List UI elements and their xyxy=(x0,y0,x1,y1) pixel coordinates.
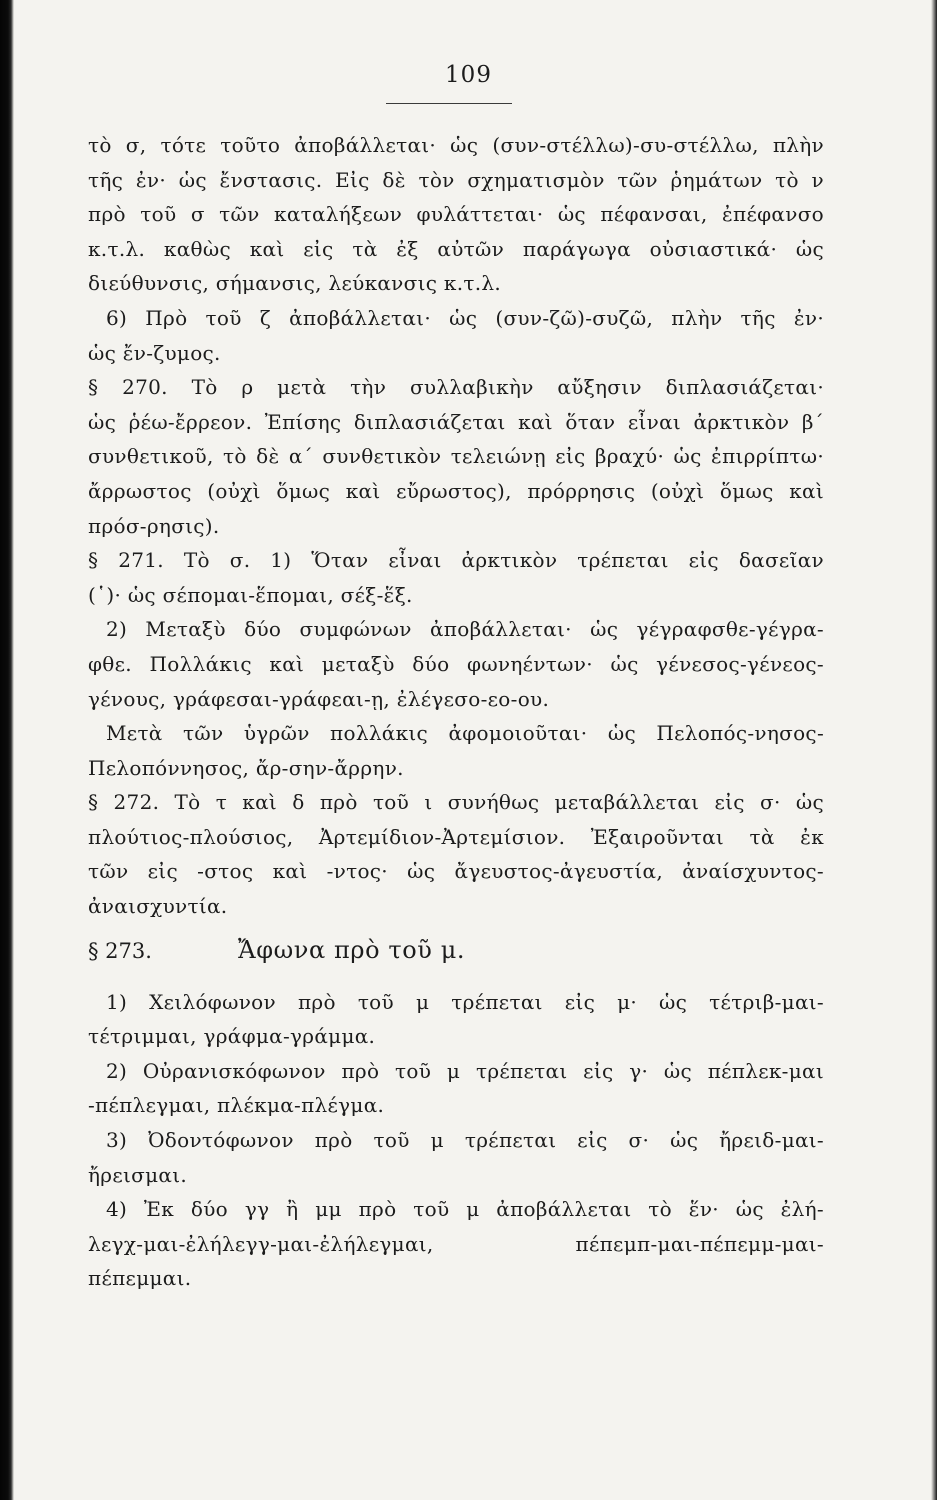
text-line: ὡς ἔν-ζυμος. xyxy=(88,340,221,365)
page-number: 109 xyxy=(445,62,492,88)
rule-3-line: 3) Ὀδοντόφωνον πρὸ τοῦ μ τρέπεται εἰς σ· ὡς ἤρειδ-μαι- xyxy=(106,1128,824,1153)
section-number: § 273. xyxy=(88,938,152,963)
text-line: 2) Μεταξὺ δύο συμφώνων ἀποβάλλεται· ὡς γέγραφσθε-γέγρα- xyxy=(106,617,824,642)
rule-4-line: 4) Ἐκ δύο γγ ἢ μμ πρὸ τοῦ μ ἀποβάλλεται τὸ ἕν· ὡς ἐλή- xyxy=(106,1197,824,1222)
text-line: Πελοπόννησος, ἄρ-σην-ἄρρην. xyxy=(88,755,404,780)
text-line: φθε. Πολλάκις καὶ μεταξὺ δύο φωνηέντων· ὡς γένεσος-γένεος- xyxy=(88,651,824,676)
page-body xyxy=(88,128,824,1296)
rule-2-line: 2) Οὐρανισκόφωνον πρὸ τοῦ μ τρέπεται εἰς γ· ὡς πέπλεκ-μαι xyxy=(106,1058,824,1083)
text-line: συνθετικοῦ, τὸ δὲ α΄ συνθετικὸν τελειώνῃ εἰς βραχύ· ὡς ἐπιρρίπτω· xyxy=(88,444,824,469)
text-line: Μετὰ τῶν ὑγρῶν πολλάκις ἀφομοιοῦται· ὡς Πελοπός-νησος- xyxy=(106,721,824,746)
page-number-rule xyxy=(386,103,512,104)
text-line: διεύθυνσις, σήμανσις, λεύκανσις κ.τ.λ. xyxy=(88,271,502,296)
text-line: τῆς ἐν· ὡς ἔνστασις. Εἰς δὲ τὸν σχηματισμὸν τῶν ῥημάτων τὸ ν xyxy=(88,167,824,192)
text-line: πρὸ τοῦ σ τῶν καταλήξεων φυλάττεται· ὡς πέφανσαι, ἐπέφανσο xyxy=(88,202,824,227)
section-270-line: § 270. Τὸ ρ μετὰ τὴν συλλαβικὴν αὔξησιν διπλασιάζεται· xyxy=(88,375,824,400)
text-line: πέπεμμαι. xyxy=(88,1266,192,1291)
spacer xyxy=(88,971,824,985)
text-line: τῶν εἰς -στος καὶ -ντος· ὡς ἄγευστος-ἀγευστία, ἀναίσχυντος- xyxy=(88,859,824,884)
section-title: Ἄφωνα πρὸ τοῦ μ. xyxy=(238,935,466,964)
text-line: -πέπλεγμαι, πλέκμα-πλέγμα. xyxy=(88,1093,385,1118)
section-271-line: § 271. Τὸ σ. 1) Ὅταν εἶναι ἀρκτικὸν τρέπεται εἰς δασεῖαν xyxy=(88,548,824,573)
text-line: πρόσ-ρησις). xyxy=(88,513,220,538)
text-line: λεγχ-μαι-ἐλήλεγγ-μαι-ἐλήλεγμαι, πέπεμπ-μαι-πέπεμμ-μαι- xyxy=(88,1231,824,1256)
scan-border-right xyxy=(931,0,937,1500)
text-line: ἀναισχυντία. xyxy=(88,894,228,919)
text-line: ἤρεισμαι. xyxy=(88,1162,187,1187)
scan-border-left xyxy=(0,0,14,1500)
text-line: ἄρρωστος (οὐχὶ ὅμως καὶ εὔρωστος), πρόρρησις (οὐχὶ ὅμως καὶ xyxy=(88,478,824,503)
text-line: τέτριμμαι, γράφμα-γράμμα. xyxy=(88,1024,376,1049)
text-line: ὡς ῥέω-ἔρρεον. Ἐπίσης διπλασιάζεται καὶ ὅταν εἶναι ἀρκτικὸν β΄ xyxy=(88,409,824,434)
text-line: τὸ σ, τότε τοῦτο ἀποβάλλεται· ὡς (συν-στέλλω)-συ-στέλλω, πλὴν xyxy=(88,133,824,157)
text-line: γένους, γράφεσαι-γράφεαι-ῃ, ἐλέγεσο-εο-ου. xyxy=(88,686,550,711)
text-line: πλούτιος-πλούσιος, Ἀρτεμίδιον-Ἀρτεμίσιον. Ἐξαιροῦνται τὰ ἐκ xyxy=(88,824,824,849)
section-272-line: § 272. Τὸ τ καὶ δ πρὸ τοῦ ι συνήθως μεταβάλλεται εἰς σ· ὡς xyxy=(88,790,824,815)
text-line: 6) Πρὸ τοῦ ζ ἀποβάλλεται· ὡς (συν-ζῶ)-συζῶ, πλὴν τῆς ἐν· xyxy=(106,305,824,330)
text-line: (῾)· ὡς σέπομαι-ἕπομαι, σέξ-ἕξ. xyxy=(88,582,413,607)
text-line: κ.τ.λ. καθὼς καὶ εἰς τὰ ἐξ αὐτῶν παράγωγα οὐσιαστικά· ὡς xyxy=(88,236,824,261)
section-273-heading xyxy=(88,930,824,971)
rule-1-line: 1) Χειλόφωνον πρὸ τοῦ μ τρέπεται εἰς μ· ὡς τέτριβ-μαι- xyxy=(106,989,824,1014)
